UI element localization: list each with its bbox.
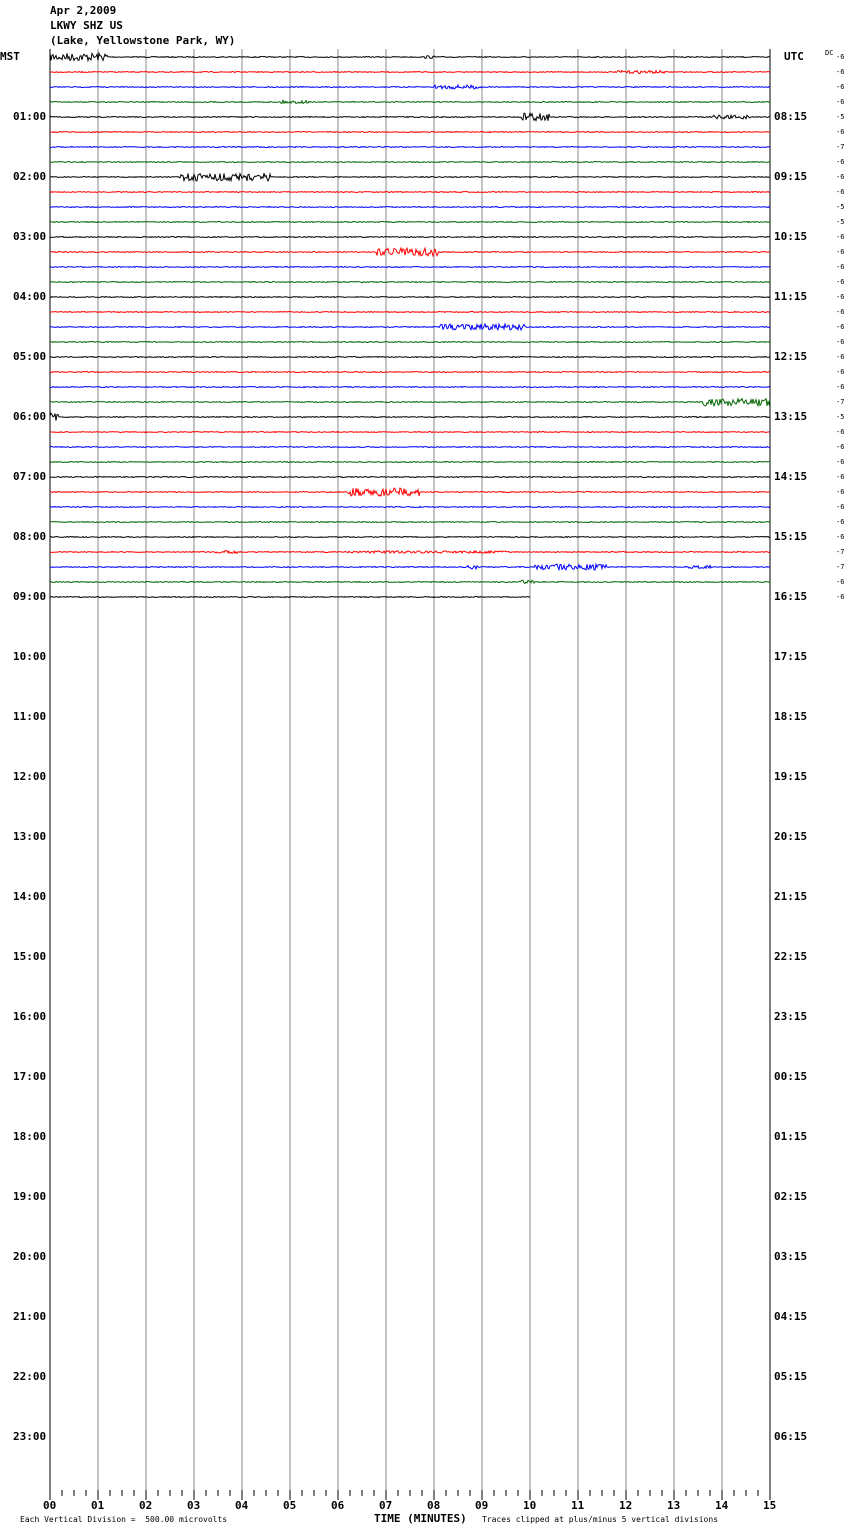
seismogram-trace [50,413,770,420]
x-tick-label: 09 [475,1499,489,1512]
seismogram-trace [50,488,770,496]
seismogram-trace [50,147,770,148]
seismogram-trace [50,432,770,433]
x-tick-label: 06 [331,1499,345,1512]
seismogram-trace [50,297,770,298]
seismogram-trace [50,101,770,104]
dc-offset-label: -7 [836,143,845,151]
seismogram-trace [50,372,770,373]
dc-offset-label: -6 [836,368,845,376]
x-tick-label: 01 [91,1499,105,1512]
x-tick-label: 12 [619,1499,633,1512]
x-tick-label: 07 [379,1499,393,1512]
dc-offset-label: -6 [836,68,845,76]
dc-offset-label: -6 [836,53,845,61]
right-hour-label: 09:15 [774,170,808,183]
right-hour-label: 21:15 [774,890,808,903]
left-hour-label: 11:00 [13,710,47,723]
seismogram-trace [50,173,770,181]
seismogram-trace [50,551,770,554]
dc-offset-label: -6 [836,233,845,241]
x-axis-label: TIME (MINUTES) [374,1512,467,1525]
seismogram-trace [50,207,770,208]
right-hour-label: 01:15 [774,1130,808,1143]
left-hour-label: 05:00 [13,350,47,363]
date-label: Apr 2,2009 [50,4,117,17]
x-tick-label: 11 [571,1499,585,1512]
dc-offset-label: -6 [836,578,845,586]
dc-offset-label: -6 [836,473,845,481]
clip-note: Traces clipped at plus/minus 5 vertical divisions [482,1515,719,1524]
seismogram-trace [50,507,770,508]
seismogram-trace [50,85,770,89]
seismogram-trace [50,248,770,256]
left-hour-label: 14:00 [13,890,47,903]
seismogram-trace [50,71,770,74]
left-hour-label: 04:00 [13,290,47,303]
left-hour-label: 03:00 [13,230,47,243]
right-hour-label: 22:15 [774,950,808,963]
left-hour-label: 15:00 [13,950,47,963]
seismogram-trace [50,162,770,163]
seismogram-trace [50,222,770,223]
dc-offset-label: -5 [836,113,845,121]
right-hour-label: 16:15 [774,590,808,603]
right-hour-label: 11:15 [774,290,808,303]
x-tick-label: 05 [283,1499,297,1512]
dc-offset-label: -5 [836,218,845,226]
left-hour-label: 21:00 [13,1310,47,1323]
seismogram-trace [50,399,770,406]
left-hour-label: 09:00 [13,590,47,603]
seismogram-trace [50,387,770,388]
left-hour-label: 19:00 [13,1190,47,1203]
dc-offset-label: -6 [836,503,845,511]
left-hour-label: 07:00 [13,470,47,483]
left-hour-label: 20:00 [13,1250,47,1263]
dc-offset-label: -6 [836,308,845,316]
seismogram-trace [50,564,770,570]
left-hour-label: 13:00 [13,830,47,843]
seismogram-trace [50,312,770,313]
right-hour-label: 04:15 [774,1310,808,1323]
scale-note: Each Vertical Division = 500.00 microvolts [20,1515,228,1524]
x-tick-label: 10 [523,1499,537,1512]
left-timezone-label: MST [0,50,20,63]
x-tick-label: 13 [667,1499,681,1512]
left-hour-label: 01:00 [13,110,47,123]
dc-offset-label: -6 [836,248,845,256]
right-hour-label: 14:15 [774,470,808,483]
right-hour-label: 23:15 [774,1010,808,1023]
right-hour-label: 17:15 [774,650,808,663]
seismogram-trace [50,522,770,523]
dc-offset-label: -6 [836,338,845,346]
dc-offset-label: -6 [836,83,845,91]
left-hour-label: 12:00 [13,770,47,783]
right-hour-label: 12:15 [774,350,808,363]
seismogram-trace [50,324,770,330]
dc-offset-label: -6 [836,428,845,436]
dc-offset-label: -6 [836,443,845,451]
dc-label: DC [825,49,834,57]
x-tick-label: 08 [427,1499,441,1512]
dc-offset-label: -7 [836,398,845,406]
left-hour-label: 18:00 [13,1130,47,1143]
right-hour-label: 19:15 [774,770,808,783]
dc-offset-label: -6 [836,353,845,361]
seismogram-trace [50,282,770,283]
left-hour-label: 23:00 [13,1430,47,1443]
x-tick-label: 15 [763,1499,777,1512]
right-hour-label: 08:15 [774,110,808,123]
location-label: (Lake, Yellowstone Park, WY) [50,34,236,47]
seismogram-trace [50,462,770,463]
seismogram-trace [50,53,770,61]
seismogram-trace [50,447,770,448]
x-tick-label: 14 [715,1499,729,1512]
seismogram-trace [50,113,770,121]
seismogram-trace [50,192,770,193]
right-hour-label: 20:15 [774,830,808,843]
seismogram-trace [50,357,770,358]
right-hour-label: 02:15 [774,1190,808,1203]
x-tick-label: 02 [139,1499,153,1512]
left-hour-label: 02:00 [13,170,47,183]
right-hour-label: 10:15 [774,230,808,243]
x-tick-label: 03 [187,1499,201,1512]
dc-offset-label: -6 [836,488,845,496]
dc-offset-label: -6 [836,383,845,391]
dc-offset-label: -6 [836,278,845,286]
right-hour-label: 00:15 [774,1070,808,1083]
left-hour-label: 17:00 [13,1070,47,1083]
dc-offset-label: -6 [836,98,845,106]
dc-offset-label: -7 [836,548,845,556]
dc-offset-label: -6 [836,518,845,526]
dc-offset-label: -6 [836,593,845,601]
seismogram-trace [50,342,770,343]
left-hour-label: 06:00 [13,410,47,423]
x-tick-label: 00 [43,1499,57,1512]
dc-offset-label: -6 [836,188,845,196]
right-hour-label: 05:15 [774,1370,808,1383]
right-hour-label: 06:15 [774,1430,808,1443]
seismogram-trace [50,267,770,268]
left-hour-label: 16:00 [13,1010,47,1023]
dc-offset-label: -6 [836,158,845,166]
left-hour-label: 08:00 [13,530,47,543]
right-timezone-label: UTC [784,50,804,63]
dc-offset-label: -6 [836,458,845,466]
station-label: LKWY SHZ US [50,19,123,32]
left-hour-label: 22:00 [13,1370,47,1383]
dc-offset-label: -6 [836,128,845,136]
dc-offset-label: -5 [836,203,845,211]
seismogram-trace [50,580,770,583]
right-hour-label: 13:15 [774,410,808,423]
x-tick-label: 04 [235,1499,249,1512]
dc-offset-label: -6 [836,533,845,541]
dc-offset-label: -6 [836,323,845,331]
right-hour-label: 15:15 [774,530,808,543]
seismogram-trace [50,132,770,133]
dc-offset-label: -7 [836,563,845,571]
right-hour-label: 03:15 [774,1250,808,1263]
dc-offset-label: -5 [836,413,845,421]
dc-offset-label: -6 [836,263,845,271]
dc-offset-label: -6 [836,293,845,301]
seismogram-trace [50,537,770,538]
seismogram-trace [50,237,770,238]
dc-offset-label: -6 [836,173,845,181]
left-hour-label: 10:00 [13,650,47,663]
right-hour-label: 18:15 [774,710,808,723]
seismogram-trace [50,477,770,478]
